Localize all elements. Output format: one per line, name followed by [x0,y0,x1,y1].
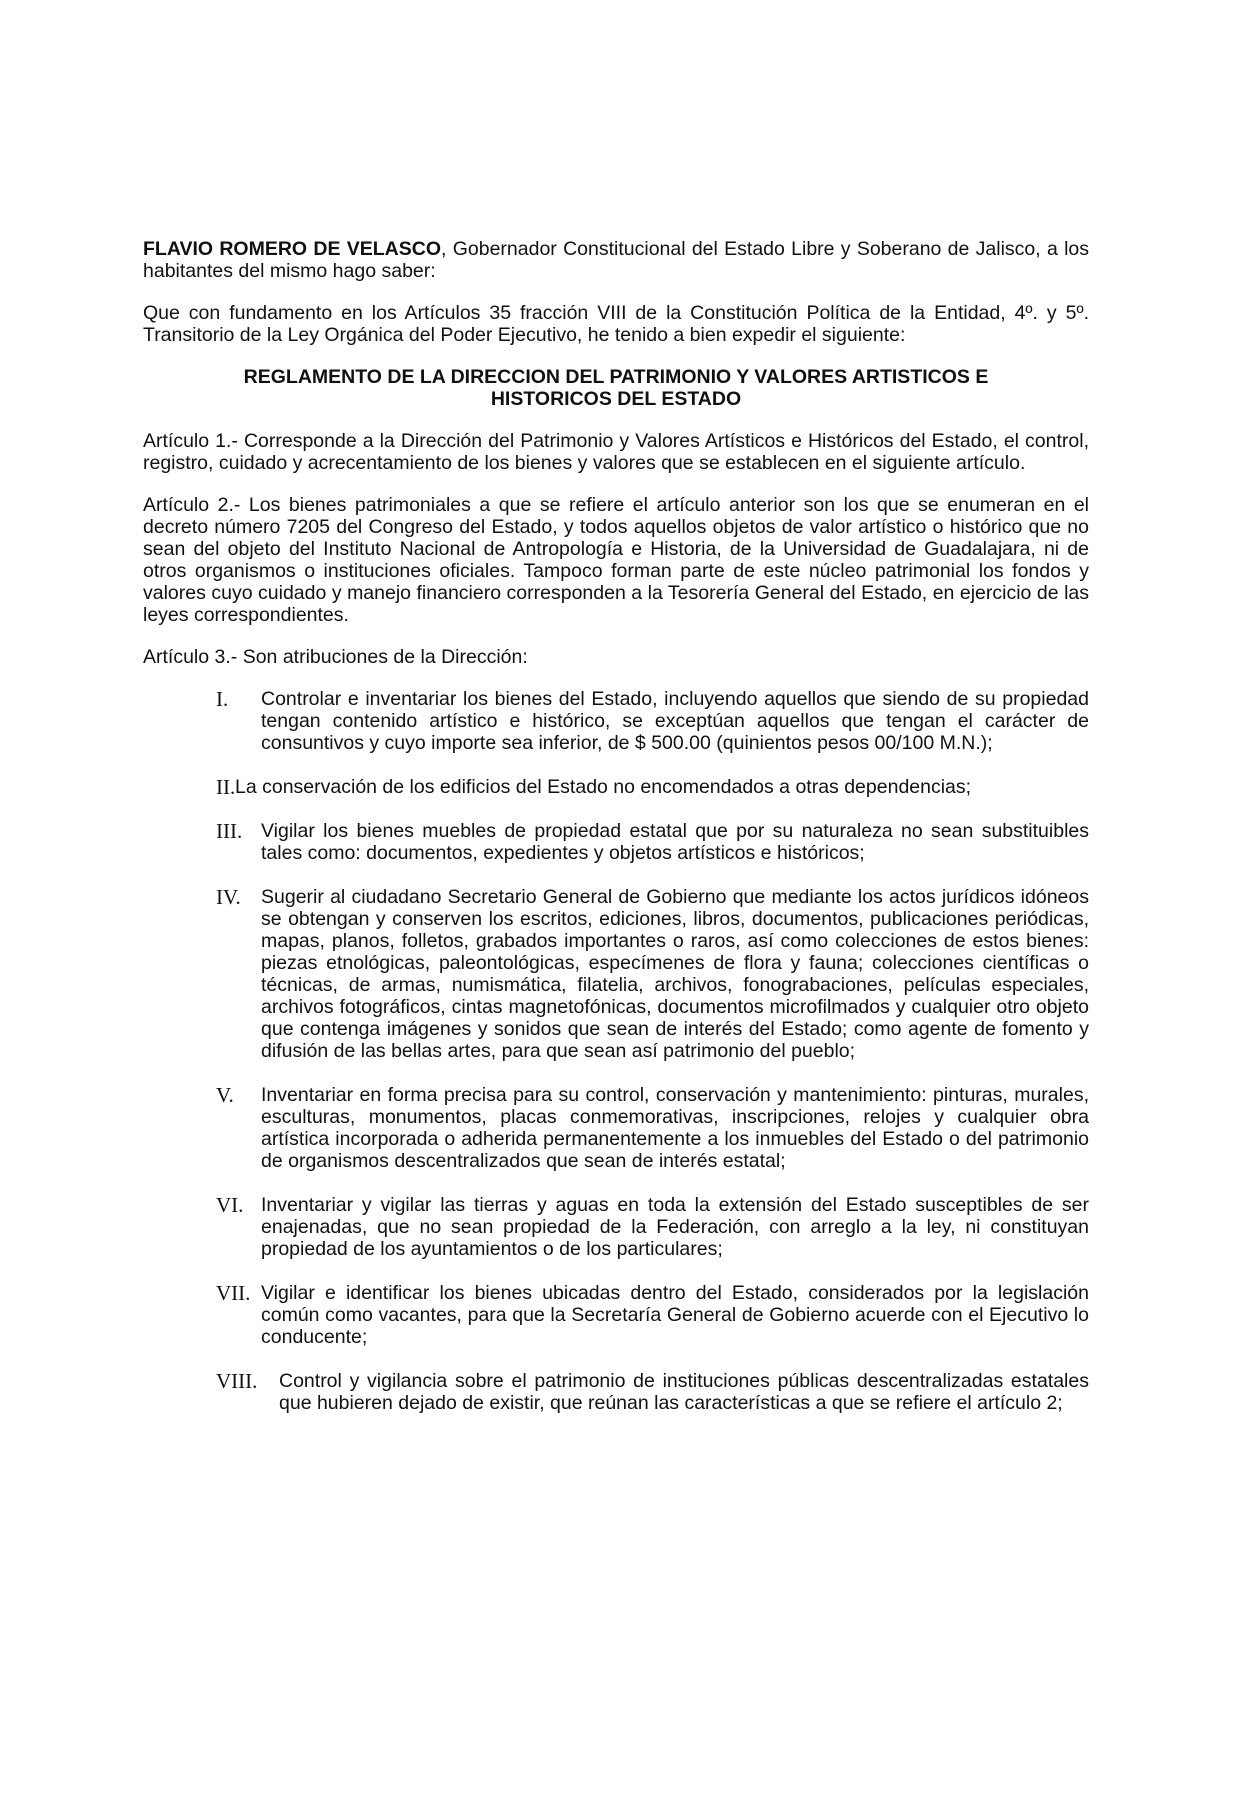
preamble-paragraph: Que con fundamento en los Artículos 35 fracción VIII de la Constitución Política de la Entidad, 4º. y 5º. Transitorio de la Ley Orgánica del Poder Ejecutivo, he tenido a bien expedir el siguiente: [143,302,1089,346]
fraction-text: Inventariar y vigilar las tierras y aguas en toda la extensión del Estado susceptibles de ser enajenadas, que no sean propiedad de la Federación, con arreglo a la ley, ni constituyan propiedad de los ayuntamientos o de los particulares; [261,1194,1089,1260]
roman-numeral: I. [216,687,229,711]
roman-numeral: V. [216,1083,234,1107]
list-item [143,1370,1089,1414]
fraction-text: Controlar e inventariar los bienes del Estado, incluyendo aquellos que siendo de su propiedad tengan contenido artístico e histórico, se exceptúan aquellos que tengan el carácter de consuntivos y cuyo importe sea inferior, de $ 500.00 (quinientos pesos 00/100 M.N.); [261,688,1089,754]
article-1: Artículo 1.- Corresponde a la Dirección del Patrimonio y Valores Artísticos e Históricos del Estado, el control, registro, cuidado y acrecentamiento de los bienes y valores que se establecen en el siguiente artículo. [143,430,1089,474]
fractions-list [143,688,1089,1414]
fraction-text: Inventariar en forma precisa para su control, conservación y mantenimiento: pinturas, murales, esculturas, monumentos, placas conmemorativas, inscripciones, relojes y cualquier obra artística incorporada o adherida permanentemente a los inmuebles del Estado o del patrimonio de organismos descentralizados que sean de interés estatal; [261,1084,1089,1172]
list-item [143,1084,1089,1172]
title-line-1: REGLAMENTO DE LA DIRECCION DEL PATRIMONIO Y VALORES ARTISTICOS E [243,366,989,388]
roman-numeral: III. [216,819,243,843]
title-line-2: HISTORICOS DEL ESTADO [490,388,742,410]
intro-text: , Gobernador Constitucional del Estado Libre y Soberano de Jalisco, a los habitantes del mismo hago saber: [143,238,1090,282]
fraction-text: Vigilar los bienes muebles de propiedad estatal que por su naturaleza no sean substituibles tales como: documentos, expedientes y objetos artísticos e históricos; [261,820,1089,864]
fraction-text: Sugerir al ciudadano Secretario General de Gobierno que mediante los actos jurídicos idóneos se obtengan y conserven los escritos, ediciones, libros, documentos, publicaciones periódicas, mapas, planos, folletos, grabados importantes o raros, así como colecciones de estos bienes: piezas etnológicas, paleontológicas, especímenes de flora y fauna; colecciones científicas o técnicas, de armas, numismática, filatelia, archivos, fonograbaciones, películas especiales, archivos fotográficos, cintas magnetofónicas, documentos microfilmados y cualquier otro objeto que contenga imágenes y sonidos que sean de interés del Estado; como agente de fomento y difusión de las bellas artes, para que sean así patrimonio del pueblo; [261,886,1089,1062]
list-item [143,820,1089,864]
list-item [143,688,1089,754]
roman-numeral: VIII. [216,1369,258,1393]
article-3: Artículo 3.- Son atribuciones de la Dirección: [143,646,528,668]
intro-paragraph [143,238,1089,282]
list-item [143,776,1089,798]
governor-name: FLAVIO ROMERO DE VELASCO [143,238,442,260]
list-item [143,1194,1089,1260]
fraction-text: Vigilar e identificar los bienes ubicadas dentro del Estado, considerados por la legislación común como vacantes, para que la Secretaría General de Gobierno acuerde con el Ejecutivo lo conducente; [261,1282,1089,1348]
regulation-title [143,366,1089,410]
roman-numeral: VII. [216,1281,251,1305]
list-item [143,886,1089,1062]
list-item [143,1282,1089,1348]
article-2: Artículo 2.- Los bienes patrimoniales a que se refiere el artículo anterior son los que se enumeran en el decreto número 7205 del Congreso del Estado, y todos aquellos objetos de valor artístico o histórico que no sean del objeto del Instituto Nacional de Antropología e Historia, de la Universidad de Guadalajara, ni de otros organismos o instituciones oficiales. Tampoco forman parte de este núcleo patrimonial los fondos y valores cuyo cuidado y manejo financiero corresponden a la Tesorería General del Estado, en ejercicio de las leyes correspondientes. [143,494,1089,626]
document-page [143,238,1089,1436]
roman-numeral: IV. [216,885,241,909]
fraction-text: La conservación de los edificios del Estado no encomendados a otras dependencias; [235,776,972,798]
fraction-text: Control y vigilancia sobre el patrimonio de instituciones públicas descentralizadas estatales que hubieren dejado de existir, que reúnan las características a que se refiere el artículo 2; [279,1370,1089,1414]
roman-numeral: VI. [216,1193,244,1217]
roman-numeral: II. [216,775,236,799]
